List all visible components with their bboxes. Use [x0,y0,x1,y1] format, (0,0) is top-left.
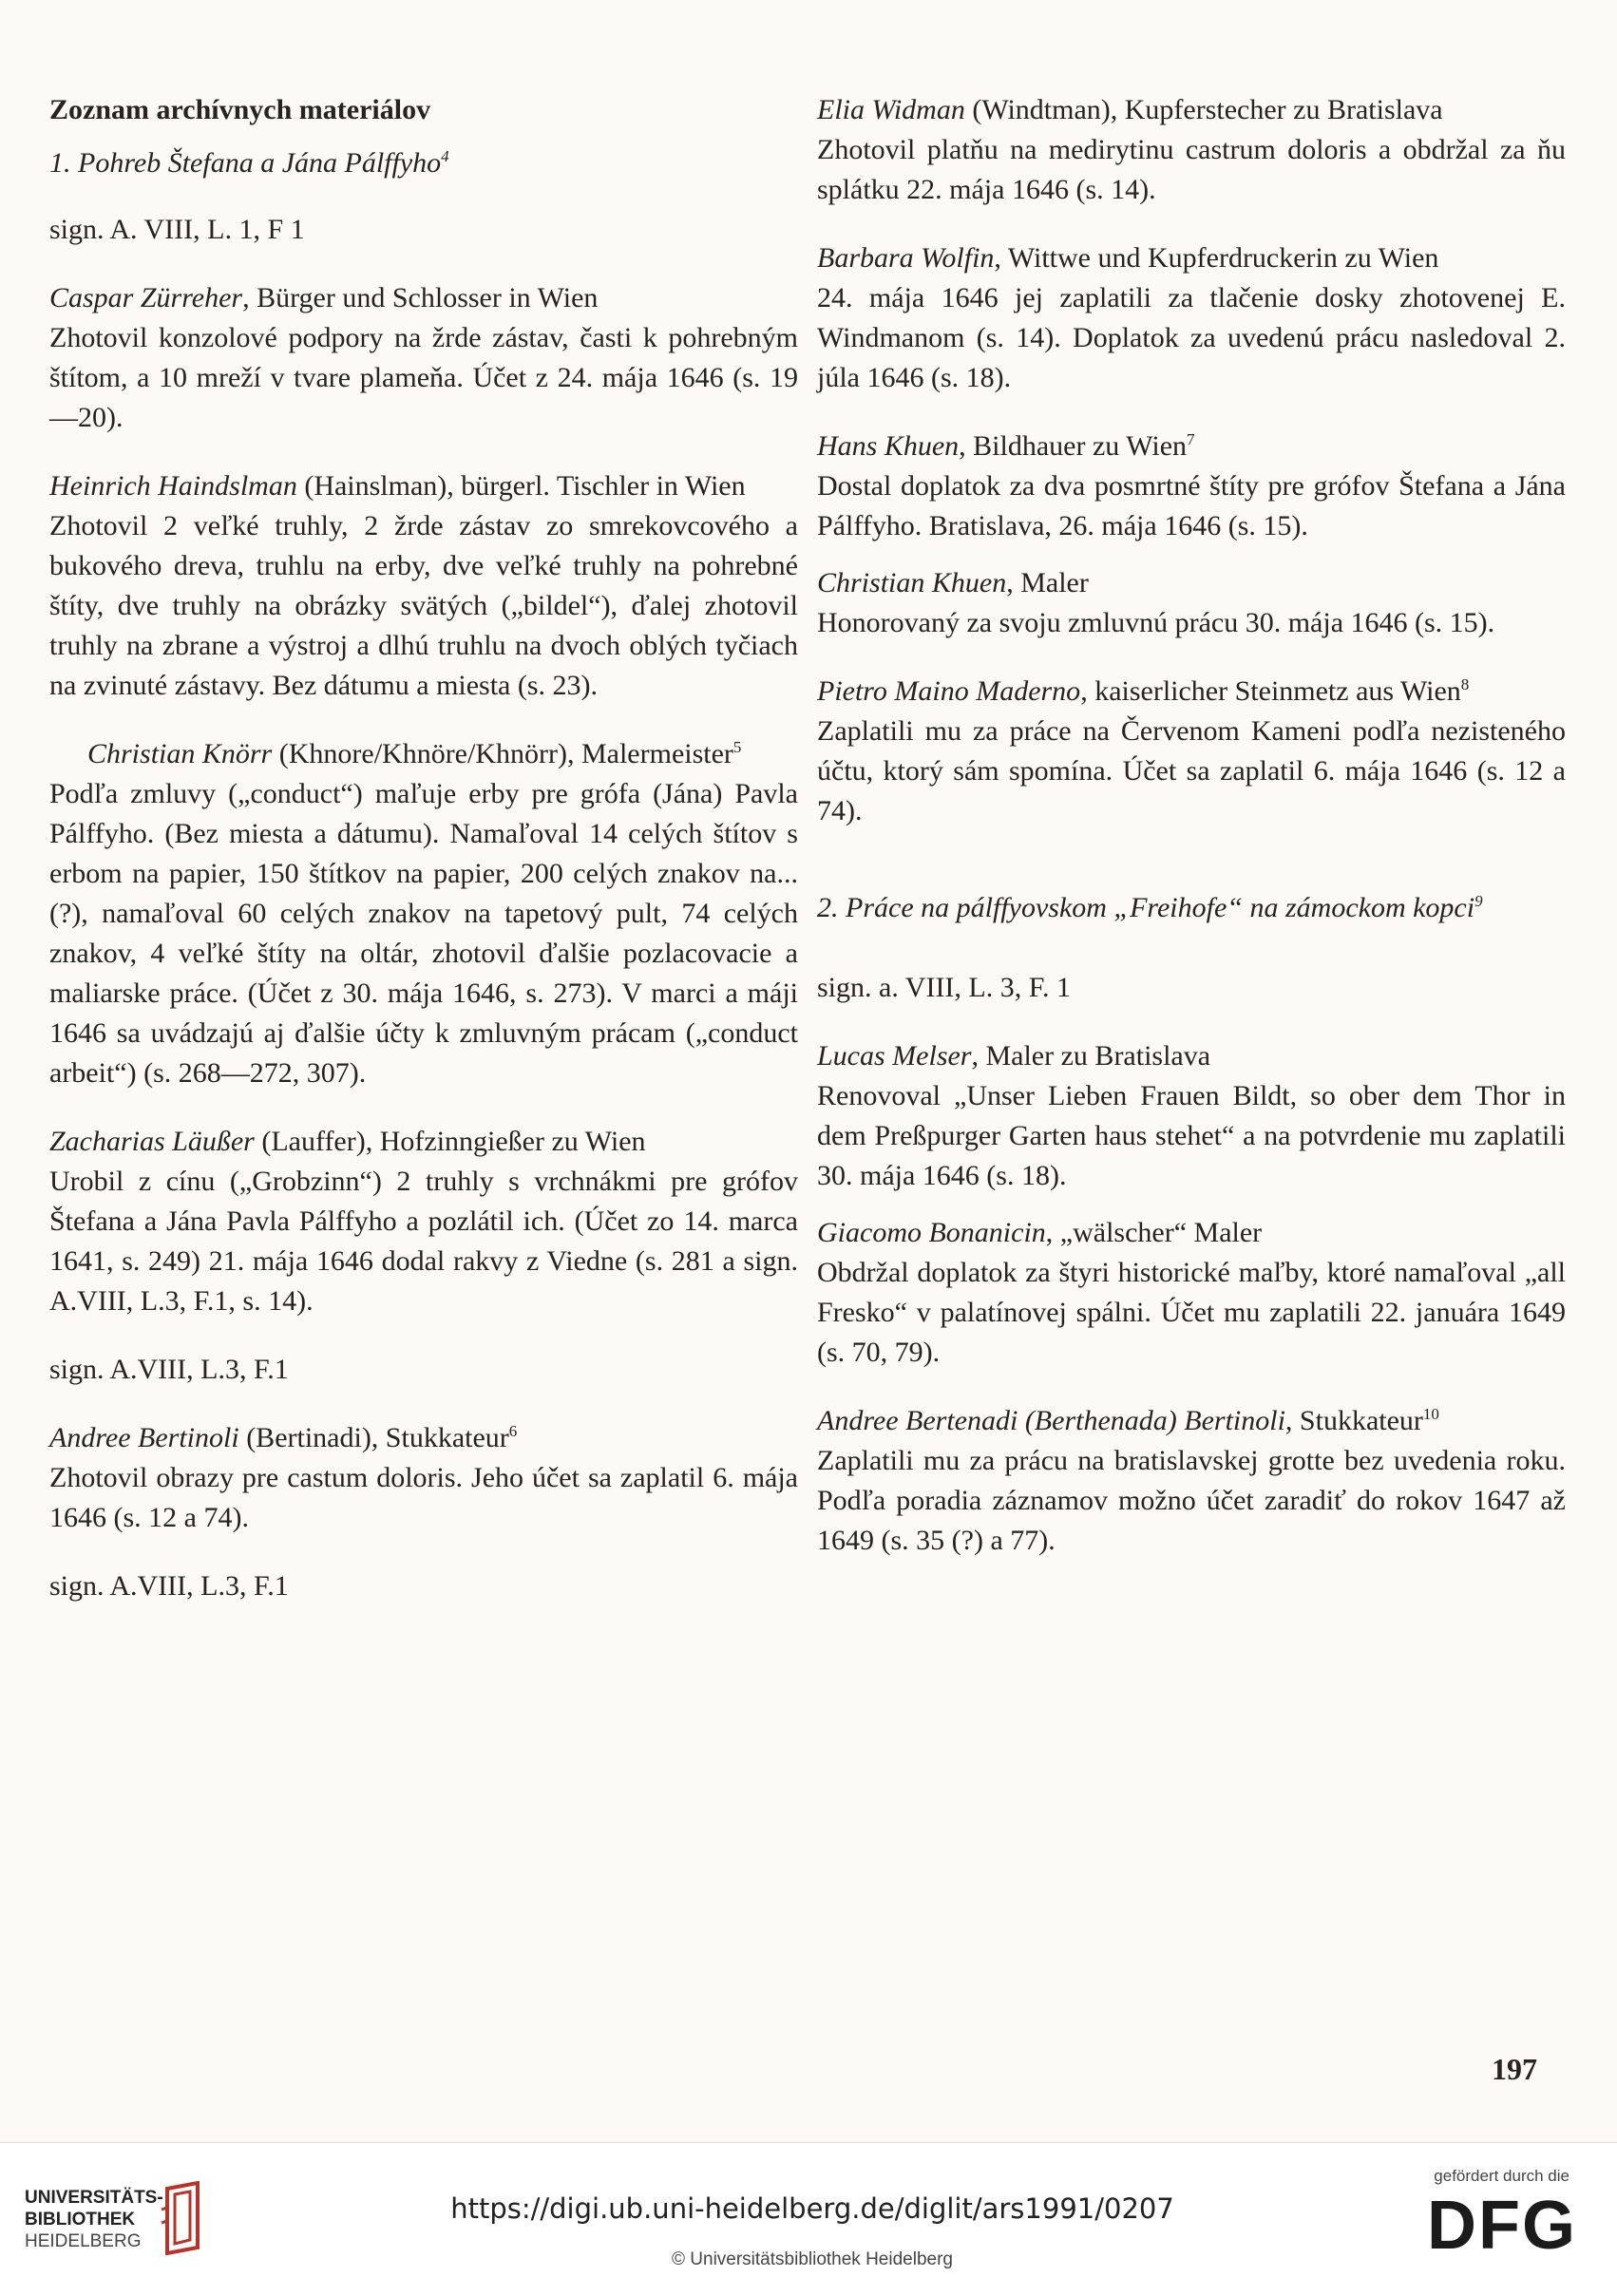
entry-bertenadi: Andree Bertenadi (Berthenada) Bertinoli, Stukkateur$^{10}$ Zaplatili mu za prácu na bratislavskej grotte bez uvedenia roku. Podľa poradia záznamov možno účet zaradiť do rokov 1647 až 1649 (s. 35 (?) a 77). [817,1401,1566,1561]
entry-haindslman: Heinrich Haindslman (Hainslman), bürgerl. Tischler in Wien Zhotovil 2 veľké truhly, 2 žrde zástav zo smrekovcového a bukového dreva, truhlu na erby, dve veľké truhly na pohrebné štíty, dve truhly na obrázky svätých („bildel“), ďalej zhotovil truhly na zbrane a výstroj a dlhú truhlu na dvoch oblých tyčiach na zvinuté zástavy. Bez dátumu a miesta (s. 23). [49,466,798,706]
entry-body: Renovoval „Unser Lieben Frauen Bildt, so ober dem Thor in dem Preßpurger Garten haus stehet“ a na potvrdenie mu zaplatili 30. mája 1646 (s. 18). [817,1080,1566,1191]
section-2-title: 2. Práce na pálffyovskom „Freihofe“ na zámockom kopci$^9$ [817,892,1483,923]
entry-name: Caspar Zürreher [49,282,243,313]
entry-melser: Lucas Melser, Maler zu Bratislava Renovoval „Unser Lieben Frauen Bildt, so ober dem Thor in dem Preßpurger Garten haus stehet“ a na potvrdenie mu zaplatili 30. mája 1646 (s. 18). [817,1036,1566,1196]
entry-zurreher: Caspar Zürreher, Bürger und Schlosser in Wien Zhotovil konzolové podpory na žrde zástav, časti k pohrebným štítom, a 10 mreží v tvare plameňa. Účet z 24. mája 1646 (s. 19—20). [49,278,798,438]
entry-name: Hans Khuen [817,430,960,462]
entry-name: Pietro Maino Maderno [817,675,1081,707]
entry-name: Christian Knörr [87,738,273,769]
footnote-ref: 8 [1460,675,1470,693]
entry-name: Giacomo Bonanicin [817,1217,1046,1248]
list-heading: Zoznam archívnych materiálov [49,94,431,125]
entry-christian-khuen: Christian Khuen, Maler Honorovaný za svoju zmluvnú prácu 30. mája 1646 (s. 15). [817,563,1566,643]
entry-bonanicin: Giacomo Bonanicin, „wälscher“ Maler Obdržal doplatok za štyri historické maľby, ktoré namaľoval „all Fresko“ v palatínovej spálni. Účet mu zaplatili 22. januára 1649 (s. 70, 79). [817,1213,1566,1373]
library-name: UNIVERSITÄTS- BIBLIOTHEK HEIDELBERG [25,2188,163,2251]
entry-name: Christian Khuen [817,567,1007,598]
entry-body: Zaplatili mu za prácu na bratislavskej grotte bez uvedenia roku. Podľa poradia záznamov možno účet zaradiť do rokov 1647 až 1649 (s. 35 (?) a 77). [817,1445,1566,1556]
signature-ref: sign. a. VIII, L. 3, F. 1 [817,972,1072,1003]
entry-body: Zhotovil konzolové podpory na žrde zástav, časti k pohrebným štítom, a 10 mreží v tvare plameňa. Účet z 24. mája 1646 (s. 19—20). [49,322,798,433]
entry-name: Lucas Melser [817,1040,972,1072]
dfg-logo[interactable] [1425,2167,1606,2281]
library-logo[interactable] [25,2181,338,2257]
library-emblem-icon [160,2181,207,2255]
entry-body: Dostal doplatok za dva posmrtné štíty pre grófov Štefana a Jána Pálffyho. Bratislava, 26. mája 1646 (s. 15). [817,470,1566,541]
entry-name: Barbara Wolfin [817,242,995,274]
footnote-ref: 6 [508,1422,518,1440]
section-1-title: 1. Pohreb Štefana a Jána Pálffyho$^4$ [49,147,449,179]
entry-name: Heinrich Haindslman [49,470,297,502]
source-url-link[interactable]: https://digi.ub.uni-heidelberg.de/diglit/ars1991/0207 [450,2192,1174,2225]
entry-body: Obdržal doplatok za štyri historické maľby, ktoré namaľoval „all Fresko“ v palatínovej spálni. Účet mu zaplatili 22. januára 1649 (s. 70, 79). [817,1257,1566,1368]
entry-body: Zhotovil obrazy pre castum doloris. Jeho účet sa zaplatil 6. mája 1646 (s. 12 a 74). [49,1462,798,1533]
entry-body: Urobil z cínu („Grobzinn“) 2 truhly s vrchnákmi pre grófov Štefana a Jána Pavla Pálffyho a pozlátil ich. (Účet zo 14. marca 1641, s. 249) 21. mája 1646 dodal rakvy z Viedne (s. 281 a sign. A.VIII, L.3, F.1, s. 14). [49,1166,798,1317]
footnote-ref: 9 [1474,892,1483,910]
left-column [49,90,798,1606]
right-column [817,90,1566,1561]
signature-ref: sign. A.VIII, L.3, F.1 [49,1570,289,1602]
entry-body: Zaplatili mu za práce na Červenom Kameni podľa nezisteného účtu, ktorý sám spomína. Účet sa zaplatil 6. mája 1646 (s. 12 a 74). [817,715,1566,826]
digitization-footer [0,2142,1617,2296]
entry-name: Andree Bertenadi (Berthenada) Bertinoli [817,1405,1285,1436]
copyright-notice: © Universitätsbibliothek Heidelberg [672,2249,953,2269]
entry-body: 24. mája 1646 jej zaplatili za tlačenie dosky zhotovenej E. Windmanom (s. 14). Doplatok za uvedenú prácu nasledoval 2. júla 1646 (s. 18). [817,282,1566,393]
entry-wolfin: Barbara Wolfin, Wittwe und Kupferdruckerin zu Wien 24. mája 1646 jej zaplatili za tlačenie dosky zhotovenej E. Windmanom (s. 14). Doplatok za uvedenú prácu nasledoval 2. júla 1646 (s. 18). [817,238,1566,398]
entry-name: Zacharias Läußer [49,1126,255,1157]
footnote-ref: 5 [732,738,742,756]
entry-body: Honorovaný za svoju zmluvnú prácu 30. mája 1646 (s. 15). [817,607,1495,638]
entry-widman: Elia Widman (Windtman), Kupferstecher zu Bratislava Zhotovil platňu na medirytinu castrum doloris a obdržal za ňu splátku 22. mája 1646 (s. 14). [817,90,1566,210]
footnote-ref: 7 [1187,430,1195,448]
entry-maderno: Pietro Maino Maderno, kaiserlicher Steinmetz aus Wien$^8$ Zaplatili mu za práce na Červenom Kameni podľa nezisteného účtu, ktorý sám spomína. Účet sa zaplatil 6. mája 1646 (s. 12 a 74). [817,672,1566,831]
page-number: 197 [1492,2052,1537,2086]
signature-ref: sign. A.VIII, L.3, F.1 [49,1354,289,1385]
funder-name: DFG [1427,2188,1577,2264]
entry-name: Elia Widman [817,94,965,125]
entry-body: Zhotovil platňu na medirytinu castrum doloris a obdržal za ňu splátku 22. mája 1646 (s. 14). [817,134,1566,205]
entry-body: Podľa zmluvy („conduct“) maľuje erby pre grófa (Jána) Pavla Pálffyho. (Bez miesta a dátumu). Namaľoval 14 celých štítov s erbom na papier, 150 štítkov na papier, 200 celých znakov na... (?), namaľoval 60 celých znakov na tapetový pult, 74 celých znakov, 4 veľké štíty na oltár, zhotovil ďalšie pozlacovacie a maliarske práce. (Účet z 30. mája 1646, s. 273). V marci a máji 1646 sa uvádzajú aj ďalšie účty k zmluvným prácam („conduct arbeit“) (s. 268—272, 307). [49,778,798,1089]
entry-knorr: Christian Knörr (Khnore/Khnöre/Khnörr), Malermeister$^5$ Podľa zmluvy („conduct“) maľuje erby pre grófa (Jána) Pavla Pálffyho. (Bez miesta a dátumu). Namaľoval 14 celých štítov s erbom na papier, 150 štítkov na papier, 200 celých znakov na... (?), namaľoval 60 celých znakov na tapetový pult, 74 celých znakov, 4 veľké štíty na oltár, zhotovil ďalšie pozlacovacie a maliarske práce. (Účet z 30. mája 1646, s. 273). V marci a máji 1646 sa uvádzajú aj ďalšie účty k zmluvným prácam („conduct arbeit“) (s. 268—272, 307). [49,734,798,1093]
entry-body: Zhotovil 2 veľké truhly, 2 žrde zástav zo smrekovcového a bukového dreva, truhlu na erby, dve veľké truhly na pohrebné štíty, dve truhly na obrázky svätých („bildel“), ďalej zhotovil truhly na zbrane a výstroj a dlhú truhlu na dvoch oblých tyčiach na zvinuté zástavy. Bez dátumu a miesta (s. 23). [49,510,798,701]
footnote-ref: 10 [1422,1405,1439,1423]
entry-name: Andree Bertinoli [49,1422,239,1453]
entry-hans-khuen: Hans Khuen, Bildhauer zu Wien$^7$ Dostal doplatok za dva posmrtné štíty pre grófov Štefana a Jána Pálffyho. Bratislava, 26. mája 1646 (s. 15). [817,427,1566,546]
entry-lausser: Zacharias Läußer (Lauffer), Hofzinngießer zu Wien Urobil z cínu („Grobzinn“) 2 truhly s vrchnákmi pre grófov Štefana a Jána Pavla Pálffyho a pozlátil ich. (Účet zo 14. marca 1641, s. 249) 21. mája 1646 dodal rakvy z Viedne (s. 281 a sign. A.VIII, L.3, F.1, s. 14). [49,1122,798,1321]
footnote-ref: 4 [441,147,449,165]
funder-label: gefördert durch die [1434,2167,1569,2185]
signature-ref: sign. A. VIII, L. 1, F 1 [49,214,305,245]
entry-bertinoli: Andree Bertinoli (Bertinadi), Stukkateur$^6$ Zhotovil obrazy pre castum doloris. Jeho účet sa zaplatil 6. mája 1646 (s. 12 a 74). [49,1418,798,1538]
